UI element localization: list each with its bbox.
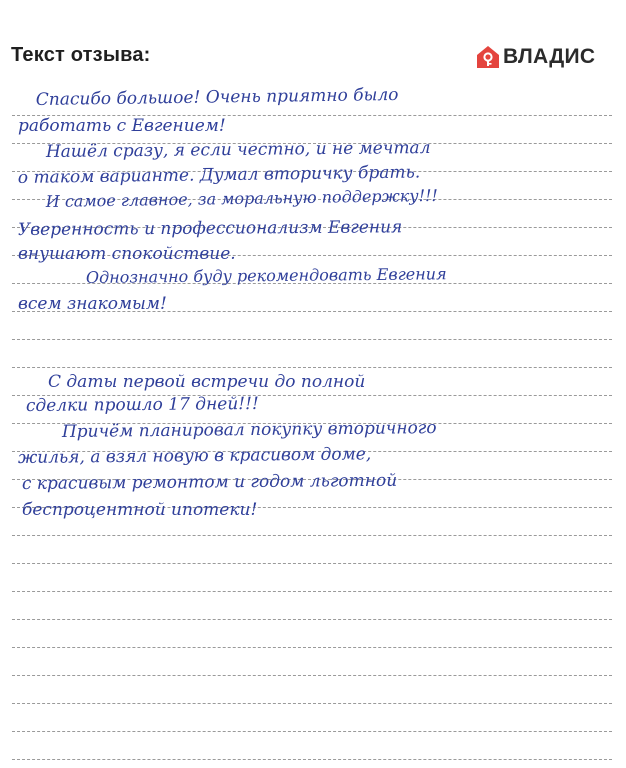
ruled-line [12,675,612,676]
review-line: Уверенность и профессионализм Евгения [17,217,403,240]
review-line: С даты первой встречи до полной [48,372,366,392]
review-line: с красивым ремонтом и годом льготной [21,470,398,494]
review-line: внушают спокойствие. [18,244,236,264]
ruled-line [12,703,612,704]
ruled-line [12,759,612,760]
review-line: жилья, а взял новую в красивом доме, [17,444,372,468]
brand-name: ВЛАДИС [503,45,596,68]
ruled-line [12,367,612,368]
ruled-line [12,619,612,620]
review-line: Нашёл сразу, я если честно, и не мечтал [45,137,431,162]
page-title: Текст отзыва: [11,44,151,66]
review-line: всем знакомым! [18,294,167,314]
ruled-line [12,535,612,536]
review-line: Спасибо большое! Очень приятно было [35,84,399,110]
review-line: о таком варианте. Думал вторичку брать. [17,162,421,188]
review-line: работать с Евгением! [18,116,226,136]
ruled-line [12,647,612,648]
ruled-line [12,591,612,592]
ruled-line [12,339,612,340]
review-line: И самое главное, за моральную поддержку!!! [45,185,439,211]
ruled-line [12,563,612,564]
review-line: сделки прошло 17 дней!!! [25,393,259,416]
ruled-line [12,731,612,732]
review-line: Однозначно буду рекомендовать Евгения [85,264,447,287]
review-line: беспроцентной ипотеки! [22,500,258,520]
review-line: Причём планировал покупку вторичного [61,418,437,442]
